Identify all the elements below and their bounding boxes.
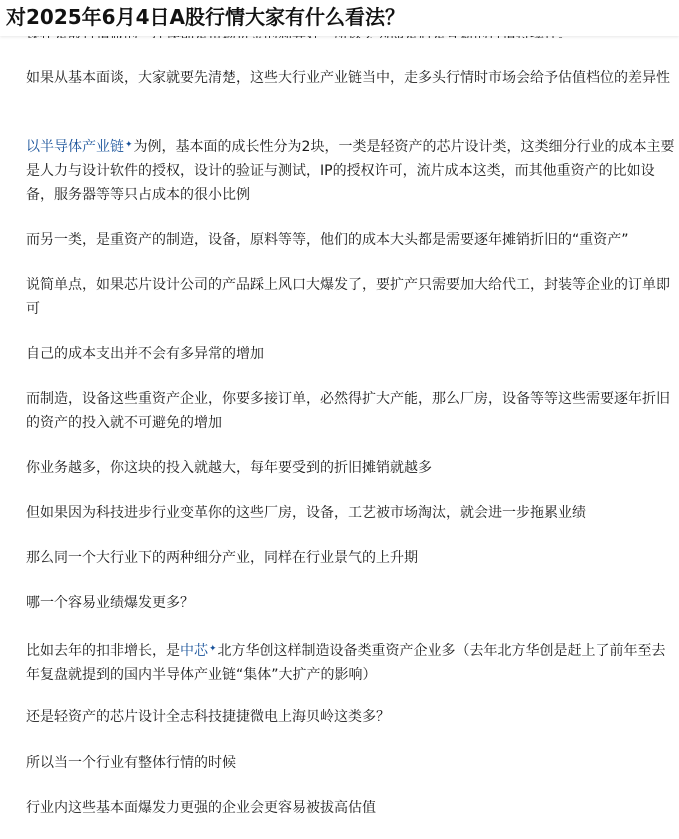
question-header: [0, 0, 679, 36]
question-title[interactable]: 对2025年6月4日A股行情大家有什么看法？: [6, 5, 405, 29]
answer-paragraph: 所以当一个行业有整体行情的时候: [26, 755, 236, 771]
answer-paragraph-text: 为例，基本面的成长性分为2块，一类是轻资产的芯片设计类，这类细分行业的成本主要是人力与设计软件的授权，设计的验证与测试，IP的授权许可，流片成本这类，而其他重资产的比如设备，服务器等等只占成本的很小比例: [26, 139, 675, 203]
answer-paragraph: 还是轻资产的芯片设计全志科技捷捷微电上海贝岭这类多？: [26, 709, 390, 725]
sparkle-icon: ✦: [209, 644, 217, 654]
answer-paragraph: 说简单点，如果芯片设计公司的产品踩上风口大爆发了，要扩产只需要加大给代工，封装等企业的订单即可: [26, 277, 670, 317]
semiconductor-chain-link[interactable]: 以半导体产业链: [26, 139, 124, 155]
answer-paragraph: 如果从基本面谈，大家就要先清楚，这些大行业产业链当中，走多头行情时市场会给予估值档位的差异性: [26, 70, 670, 86]
answer-paragraph: [26, 133, 676, 207]
sparkle-icon: ✦: [125, 140, 133, 150]
answer-paragraph-text: 比如去年的扣非增长，是: [26, 643, 180, 659]
answer-paragraph: 而制造，设备这些重资产企业，你要多接订单，必然得扩大产能，那么厂房，设备等等这些需要逐年折旧的资产的投入就不可避免的增加: [26, 391, 670, 431]
answer-paragraph-text: 北方华创这样制造设备类重资产企业多（去年北方华创是赶上了前年至去年复盘就提到的国内半导体产业链“集体”大扩产的影响）: [26, 643, 666, 683]
answer-paragraph: 那么同一个大行业下的两种细分产业，同样在行业景气的上升期: [26, 550, 418, 566]
answer-paragraph: 但如果因为科技进步行业变革你的这些厂房，设备，工艺被市场淘汰，就会进一步拖累业绩: [26, 505, 586, 521]
answer-paragraph: 哪一个容易业绩爆发更多？: [26, 595, 194, 611]
answer-paragraph: 行业内这些基本面爆发力更强的企业会更容易被拔高估值: [26, 800, 376, 816]
answer-paragraph: 自己的成本支出并不会有多异常的增加: [26, 346, 264, 362]
smic-link[interactable]: 中芯: [180, 643, 208, 659]
answer-paragraph: [26, 637, 676, 687]
answer-paragraph: 而另一类，是重资产的制造，设备，原料等等，他们的成本大头都是需要逐年摊销折旧的“重资产”: [26, 232, 629, 248]
answer-paragraph: 你业务越多，你这块的投入就越大，每年要受到的折旧摊销就越多: [26, 460, 432, 476]
